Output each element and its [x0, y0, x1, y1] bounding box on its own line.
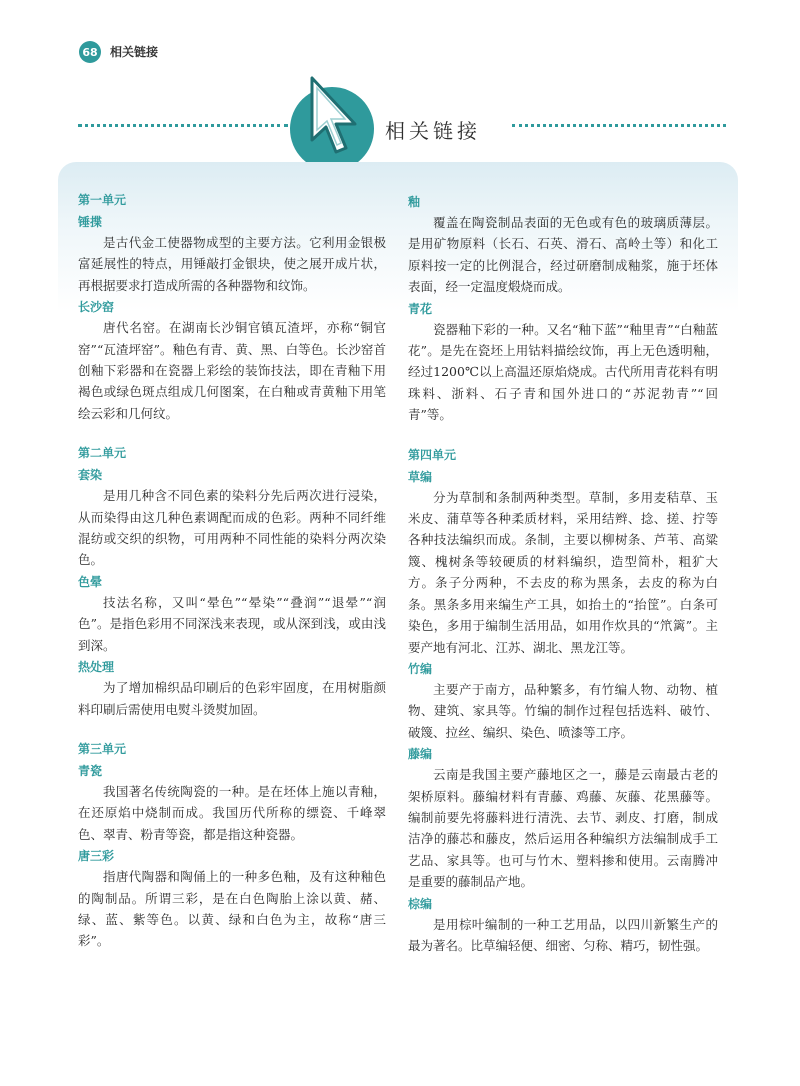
glossary-definition: 指唐代陶器和陶俑上的一种多色釉，及有这种釉色的陶制品。所谓三彩，是在白色陶胎上涂以黄、赭、绿、蓝、紫等色。以黄、绿和白色为主，故称“唐三彩”。 [78, 869, 386, 949]
glossary-definition: 覆盖在陶瓷制品表面的无色或有色的玻璃质薄层。是用矿物原料（长石、石英、滑石、高岭土等）和化工原料按一定的比例混合，经过研磨制成釉浆，施于坯体表面，经一定温度煅烧而成。 [408, 215, 718, 295]
glossary-term: 草编 [408, 469, 433, 484]
glossary-term: 青花 [408, 301, 433, 316]
unit-heading: 第二单元 [78, 446, 127, 461]
glossary-term: 藤编 [408, 747, 433, 762]
glossary-term: 唐三彩 [78, 849, 115, 864]
glossary-term: 青瓷 [78, 763, 103, 778]
glossary-term: 长沙窑 [78, 300, 115, 315]
dotted-rule-right [512, 124, 726, 127]
right-column [408, 192, 718, 957]
glossary-term: 棕编 [408, 896, 433, 911]
glossary-term: 套染 [78, 468, 103, 483]
glossary-definition: 主要产于南方，品种繁多，有竹编人物、动物、植物、建筑、家具等。竹编的制作过程包括选料、破竹、破篾、拉丝、编织、染色、喷漆等工序。 [408, 681, 718, 740]
glossary-term: 釉 [408, 195, 421, 209]
glossary-definition: 是用几种含不同色素的染料分先后两次进行浸染，从而染得由这几种色素调配而成的色彩。两种不同纤维混纺或交织的织物，可用两种不同性能的染料分两次染色。 [78, 488, 386, 568]
glossary-definition: 为了增加棉织品印刷后的色彩牢固度，在用树脂颜料印刷后需使用电熨斗烫熨加固。 [78, 680, 386, 717]
glossary-definition: 分为草制和条制两种类型。草制，多用麦秸草、玉米皮、蒲草等各种柔质材料，采用结辫、捻、搓、拧等各种技法编织而成。条制，主要以柳树条、芦苇、高粱篾、槐树条等较硬质的材料编织，造型简朴，粗犷大方。条子分两种，不去皮的称为黑条，去皮的称为白条。黑条多用来编生产工具，如抬土的“抬筐”。白条可染色，多用于编制生活用品，如用作炊具的“笊篱”。主要产地有河北、江苏、湖北、黑龙江等。 [408, 489, 718, 655]
unit-heading: 第一单元 [78, 193, 127, 207]
glossary-definition: 唐代名窑。在湖南长沙铜官镇瓦渣坪，亦称“铜官窑”“瓦渣坪窑”。釉色有青、黄、黑、白等色。长沙窑首创釉下彩器和在瓷器上彩绘的装饰技法，即在青釉下用褐色或绿色斑点组成几何图案，在白釉或青黄釉下用笔绘云彩和几何纹。 [78, 320, 386, 421]
glossary-term: 锤揲 [78, 215, 103, 229]
glossary-definition: 云南是我国主要产藤地区之一，藤是云南最古老的架桥原料。藤编材料有青藤、鸡藤、灰藤、花黑藤等。编制前要先将藤料进行清洗、去节、剥皮、打磨，制成洁净的藤芯和藤皮，然后运用各种编织方法编制成手工艺品、家具等。也可与竹木、塑料掺和使用。云南腾冲是重要的藤制品产地。 [408, 767, 718, 890]
glossary-definition: 瓷器釉下彩的一种。又名“釉下蓝”“釉里青”“白釉蓝花”。是先在瓷坯上用钴料描绘纹饰，再上无色透明釉，经过1200℃以上高温还原焰烧成。古代所用青花料有明珠料、浙料、石子青和国外进口的“苏泥勃青”“回青”等。 [408, 321, 718, 423]
glossary-term: 热处理 [78, 660, 115, 675]
running-head-title: 相关链接 [110, 45, 159, 59]
page-number-badge: 68 [79, 41, 101, 63]
left-column [78, 192, 386, 953]
glossary-definition: 是用棕叶编制的一种工艺用品，以四川新繁生产的最为著名。比草编轻便、细密、匀称、精巧，韧性强。 [408, 916, 718, 953]
dotted-rule-left [78, 124, 288, 127]
unit-heading: 第三单元 [78, 741, 127, 756]
mouse-cursor-icon [300, 74, 364, 162]
unit-heading: 第四单元 [408, 447, 457, 462]
glossary-definition: 是古代金工使器物成型的主要方法。它利用金银极富延展性的特点，用锤敲打金银块，使之展开成片状，再根据要求打造成所需的各种器物和纹饰。 [78, 235, 386, 293]
glossary-definition: 技法名称，又叫“晕色”“晕染”“叠润”“退晕”“润色”。是指色彩用不同深浅来表现，或从深到浅，或由浅到深。 [78, 594, 386, 653]
banner-title: 相关链接 [385, 119, 481, 143]
glossary-term: 竹编 [408, 661, 433, 676]
glossary-definition: 我国著名传统陶瓷的一种。是在坯体上施以青釉，在还原焰中烧制而成。我国历代所称的缥瓷、千峰翠色、翠青、粉青等瓷，都是指这种瓷器。 [78, 783, 386, 842]
glossary-term: 色晕 [78, 574, 103, 589]
